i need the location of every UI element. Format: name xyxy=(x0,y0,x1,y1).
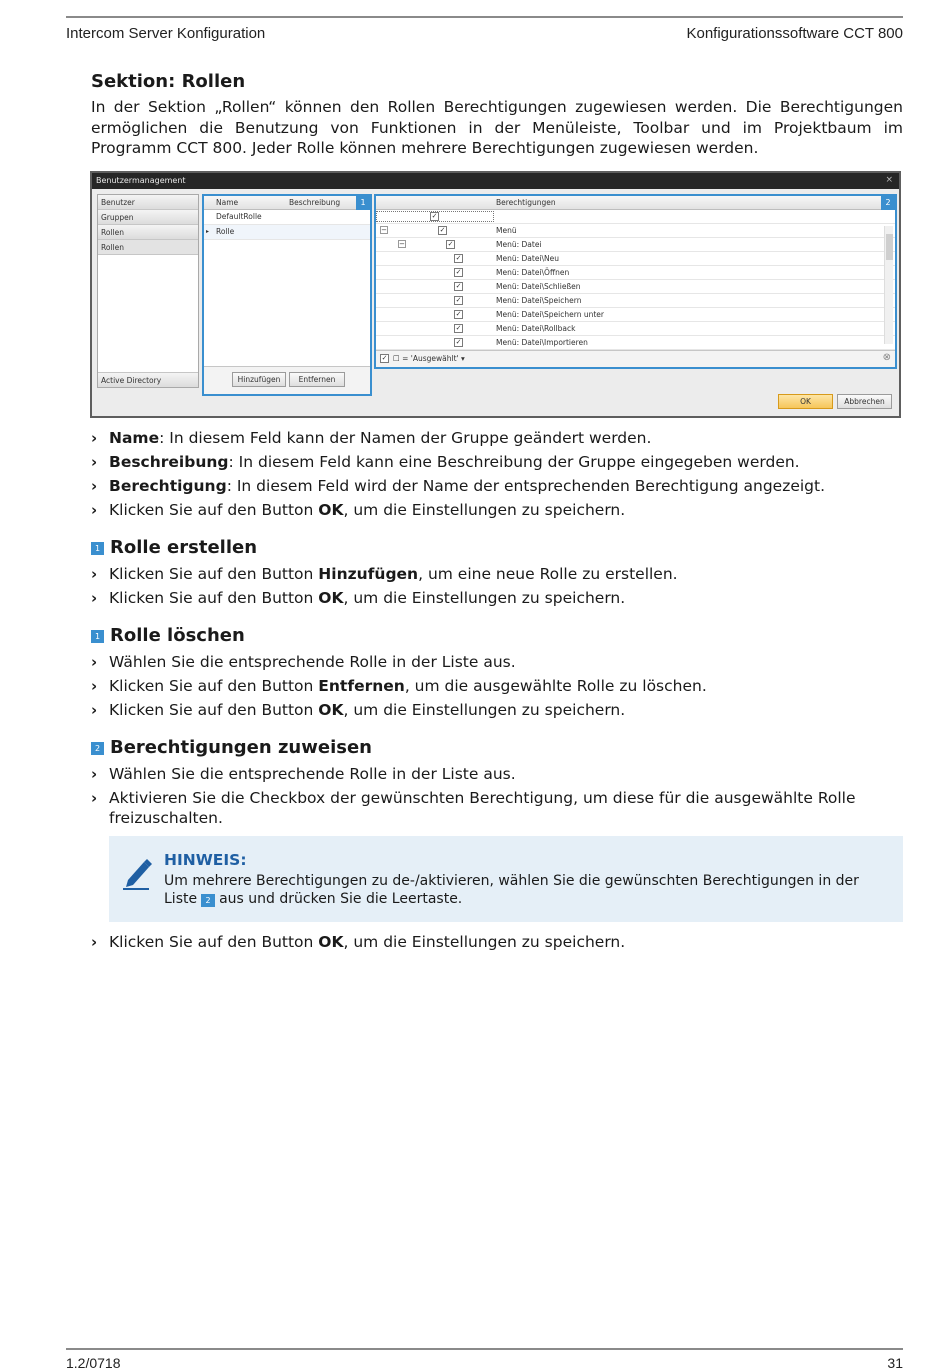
list-item-text: , um die Einstellungen zu speichern. xyxy=(343,589,626,607)
permissions-header xyxy=(376,196,895,210)
list-item-text: : In diesem Feld wird der Name der entsprechenden Berechtigung angezeigt. xyxy=(226,477,826,495)
chevron-right-icon: › xyxy=(91,453,98,471)
permission-label: Menü: Datei\Speichern xyxy=(496,296,582,305)
chevron-right-icon: › xyxy=(91,565,98,583)
list-item-text: : In diesem Feld kann der Namen der Gruppe geändert werden. xyxy=(159,429,652,447)
permission-row[interactable] xyxy=(376,224,895,238)
list-item-text: Klicken Sie auf den Button xyxy=(109,933,319,951)
nav-item-rollen[interactable]: Rollen xyxy=(98,225,198,240)
list-item-bold: Beschreibung xyxy=(109,453,229,471)
new-row-editor[interactable] xyxy=(376,211,494,222)
permission-row[interactable] xyxy=(376,308,895,322)
list-item xyxy=(91,932,903,952)
panel-badge-2: 2 xyxy=(881,196,895,210)
footer-version: 1.2/0718 xyxy=(66,1355,121,1371)
header-left: Intercom Server Konfiguration xyxy=(66,25,266,42)
page-number: 31 xyxy=(887,1355,903,1371)
filter-text[interactable]: ☐ = 'Ausgewählt' ▾ xyxy=(393,354,465,363)
list-item xyxy=(91,564,903,584)
list-item-bold: Berechtigung xyxy=(109,477,227,495)
list-item-bold: Hinzufügen xyxy=(318,565,419,583)
col-permissions[interactable]: Berechtigungen xyxy=(496,198,556,207)
list-item xyxy=(91,652,903,672)
list-item xyxy=(91,788,903,828)
permission-row[interactable] xyxy=(376,280,895,294)
badge-1: 1 xyxy=(91,630,104,643)
table-row[interactable] xyxy=(204,225,370,240)
heading-text: Rolle löschen xyxy=(110,625,245,646)
list-item xyxy=(91,476,903,496)
permission-row[interactable] xyxy=(376,210,895,224)
list-item-text: Klicken Sie auf den Button xyxy=(109,589,319,607)
badge-1: 1 xyxy=(91,542,104,555)
list-item-bold: Name xyxy=(109,429,160,447)
list-item-text: Aktivieren Sie die Checkbox der gewünschten Berechtigung, um diese für die ausgewählte Rolle freizuschalten. xyxy=(109,789,856,827)
permission-checkbox[interactable]: ✓ xyxy=(455,338,462,346)
list-item-text: , um die Einstellungen zu speichern. xyxy=(343,701,626,719)
list-item-text: Wählen Sie die entsprechende Rolle in der Liste aus. xyxy=(109,765,516,783)
permission-checkbox[interactable]: ✓ xyxy=(455,296,462,304)
permission-row[interactable] xyxy=(376,336,895,350)
col-name[interactable]: Name xyxy=(216,198,239,207)
permission-label: Menü: Datei\Rollback xyxy=(496,324,576,333)
filter-bar xyxy=(376,350,895,367)
permission-label: Menü: Datei\Öffnen xyxy=(496,268,570,277)
nav-item-benutzer[interactable]: Benutzer xyxy=(98,195,198,210)
nav-panel xyxy=(97,194,199,388)
permission-checkbox[interactable]: ✓ xyxy=(431,212,438,220)
list-item-text: , um eine neue Rolle zu erstellen. xyxy=(418,565,678,583)
permission-checkbox[interactable]: ✓ xyxy=(455,310,462,318)
heading-text: Berechtigungen zuweisen xyxy=(110,737,372,758)
heading-text: Rolle erstellen xyxy=(110,537,258,558)
list-item-text: Klicken Sie auf den Button xyxy=(109,701,319,719)
list-item-text: , um die Einstellungen zu speichern. xyxy=(343,501,626,519)
panel-badge-1: 1 xyxy=(356,196,370,210)
permission-row[interactable] xyxy=(376,238,895,252)
chevron-right-icon: › xyxy=(91,501,98,519)
add-button[interactable]: Hinzufügen xyxy=(232,372,286,387)
collapse-icon[interactable]: − xyxy=(399,240,405,248)
nav-item-active-directory[interactable]: Active Directory xyxy=(98,372,198,387)
note-text-before: Um mehrere Berechtigungen zu de-/aktivieren, wählen Sie die gewünschten Berechtigungen in der Liste xyxy=(164,873,859,907)
list-item-bold: OK xyxy=(318,501,344,519)
heading-delete-role xyxy=(91,625,245,646)
list-item-bold: OK xyxy=(318,589,344,607)
chevron-right-icon: › xyxy=(91,933,98,951)
list-item xyxy=(91,588,903,608)
list-item-bold: OK xyxy=(318,701,344,719)
list-item-text: Klicken Sie auf den Button xyxy=(109,565,319,583)
badge-2: 2 xyxy=(91,742,104,755)
list-item-text: Klicken Sie auf den Button xyxy=(109,501,319,519)
permissions-panel xyxy=(374,194,897,369)
scrollbar-thumb[interactable] xyxy=(886,234,893,260)
scrollbar[interactable] xyxy=(884,226,893,344)
badge-2: 2 xyxy=(201,894,215,907)
note-text xyxy=(164,872,889,908)
list-item-text: , um die ausgewählte Rolle zu löschen. xyxy=(404,677,707,695)
permission-checkbox[interactable]: ✓ xyxy=(455,254,462,262)
list-item-text: Klicken Sie auf den Button xyxy=(109,677,319,695)
permission-row[interactable] xyxy=(376,252,895,266)
intro-paragraph: In der Sektion „Rollen“ können den Rollen Berechtigungen zugewiesen werden. Die Berechtigungen ermöglichen die Benutzung von Funktionen in der Menüleiste, Toolbar und im Projektbaum im Programm CCT 800. Jeder Rolle können mehrere Berechtigungen zugewiesen werden. xyxy=(91,98,903,157)
heading-create-role xyxy=(91,537,257,558)
permission-label: Menü: Datei\Neu xyxy=(496,254,560,263)
pencil-icon xyxy=(122,856,154,890)
permission-checkbox[interactable]: ✓ xyxy=(455,268,462,276)
role-name: DefaultRolle xyxy=(216,212,262,221)
list-item-text: , um die Einstellungen zu speichern. xyxy=(343,933,626,951)
list-item xyxy=(91,700,903,720)
ok-button[interactable]: OK xyxy=(778,394,833,409)
list-item xyxy=(91,764,903,784)
chevron-right-icon: › xyxy=(91,701,98,719)
list-item-bold: Entfernen xyxy=(318,677,405,695)
permission-checkbox[interactable]: ✓ xyxy=(455,324,462,332)
chevron-right-icon: › xyxy=(91,477,98,495)
list-item-text: : In diesem Feld kann eine Beschreibung der Gruppe eingegeben werden. xyxy=(228,453,800,471)
list-item xyxy=(91,676,903,696)
note-box xyxy=(109,836,903,922)
permission-checkbox[interactable]: ✓ xyxy=(439,226,446,234)
permission-checkbox[interactable]: ✓ xyxy=(455,282,462,290)
list-item xyxy=(91,428,903,448)
chevron-right-icon: › xyxy=(91,765,98,783)
heading-assign-permissions xyxy=(91,737,372,758)
list-item-bold: OK xyxy=(318,933,344,951)
collapse-icon[interactable]: − xyxy=(381,226,387,234)
list-item xyxy=(91,452,903,472)
permission-label: Menü: Datei\Speichern unter xyxy=(496,310,604,319)
permissions-tree xyxy=(376,210,895,350)
roles-buttons xyxy=(204,366,370,394)
remove-button[interactable]: Entfernen xyxy=(289,372,345,387)
clear-filter-icon[interactable]: ⊗ xyxy=(882,352,891,363)
chevron-right-icon: › xyxy=(91,653,98,671)
list-item xyxy=(91,500,903,520)
window-title: Benutzermanagement xyxy=(96,176,186,185)
permission-checkbox[interactable]: ✓ xyxy=(447,240,454,248)
page-header xyxy=(66,16,903,46)
window-titlebar xyxy=(92,173,899,189)
header-right: Konfigurationssoftware CCT 800 xyxy=(686,25,903,42)
close-icon[interactable]: × xyxy=(885,175,893,185)
permission-label: Menü: Datei\Schließen xyxy=(496,282,581,291)
list-item-text: Wählen Sie die entsprechende Rolle in der Liste aus. xyxy=(109,653,516,671)
chevron-right-icon: › xyxy=(91,589,98,607)
page-footer xyxy=(66,1348,903,1370)
permission-label: Menü xyxy=(496,226,517,235)
chevron-right-icon: › xyxy=(91,677,98,695)
note-title: HINWEIS: xyxy=(164,851,247,869)
roles-panel xyxy=(202,194,372,396)
cancel-button[interactable]: Abbrechen xyxy=(837,394,892,409)
permission-label: Menü: Datei\Importieren xyxy=(496,338,588,347)
roles-header xyxy=(204,196,370,210)
permission-label: Menü: Datei xyxy=(496,240,542,249)
permission-row[interactable] xyxy=(376,322,895,336)
note-text-after: aus und drücken Sie die Leertaste. xyxy=(219,891,463,907)
row-pointer-icon: ▸ xyxy=(206,228,210,235)
role-name: Rolle xyxy=(216,227,235,236)
permission-row[interactable] xyxy=(376,294,895,308)
chevron-right-icon: › xyxy=(91,429,98,447)
nav-item-rollen-selected[interactable]: Rollen xyxy=(98,240,198,255)
section-title: Sektion: Rollen xyxy=(91,71,246,92)
permission-row[interactable] xyxy=(376,266,895,280)
col-description[interactable]: Beschreibung xyxy=(289,198,341,207)
chevron-right-icon: › xyxy=(91,789,98,807)
user-management-screenshot xyxy=(90,171,901,418)
nav-item-gruppen[interactable]: Gruppen xyxy=(98,210,198,225)
filter-checkbox[interactable]: ✓ xyxy=(381,354,388,362)
table-row[interactable] xyxy=(204,210,370,225)
